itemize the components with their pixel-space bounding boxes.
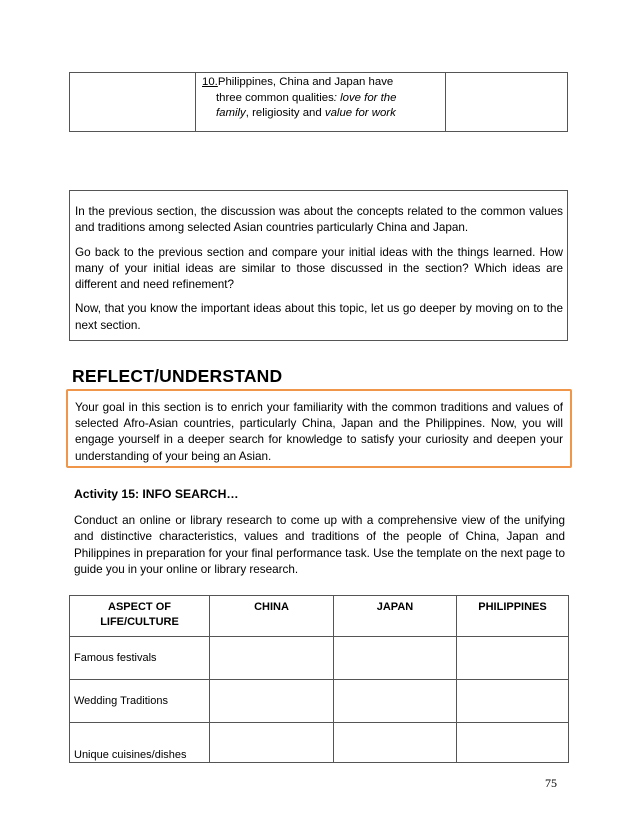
table-cell[interactable] <box>334 680 457 723</box>
item-number: 10. <box>202 76 218 88</box>
top-table <box>69 72 568 132</box>
row-label: Wedding Traditions <box>70 680 210 723</box>
header-china: CHINA <box>210 596 334 637</box>
top-table-cell-left <box>70 73 196 131</box>
summary-paragraph-1: In the previous section, the discussion was about the concepts related to the common values and traditions among selected Asian countries particularly China and Japan. <box>75 205 563 235</box>
header-philippines: PHILIPPINES <box>457 596 569 637</box>
table-cell[interactable] <box>210 723 334 763</box>
summary-paragraph-2: Go back to the previous section and compare your initial ideas with the things learned. How many of your initial ideas are similar to those discussed in the section? Which ideas are different and need refinement? <box>75 245 563 292</box>
top-table-cell-middle <box>202 75 442 122</box>
row-label: Famous festivals <box>70 637 210 680</box>
header-japan: JAPAN <box>334 596 457 637</box>
template-table <box>69 595 569 763</box>
table-cell[interactable] <box>210 637 334 680</box>
page-number: 75 <box>545 776 557 790</box>
template-table-header-row <box>70 596 569 637</box>
summary-paragraph-3: Now, that you know the important ideas about this topic, let us go deeper by moving on to the next section. <box>75 302 563 332</box>
goal-box: Your goal in this section is to enrich your familiarity with the common traditions and values of selected Afro-Asian countries, particularly China, Japan and the Philippines. Now, you will engage yourself in a deeper search for knowledge to satisfy your curiosity and deepen your understanding of your being an Asian. <box>66 389 572 468</box>
table-cell[interactable] <box>210 680 334 723</box>
table-row <box>70 723 569 763</box>
top-table-cell-right <box>445 73 569 131</box>
table-cell[interactable] <box>457 637 569 680</box>
header-aspect: ASPECT OF LIFE/CULTURE <box>70 596 210 637</box>
instructions: Conduct an online or library research to come up with a comprehensive view of the unifying and distinctive characteristics, values and traditions of the people of China, Japan and Philippines in preparation for your final performance task. Use the template on the next page to guide you in your online or library research. <box>74 514 565 576</box>
table-cell[interactable] <box>457 680 569 723</box>
table-row <box>70 680 569 723</box>
summary-box <box>69 190 568 341</box>
item-10-line-3: family, religiosity and value for work <box>216 107 396 119</box>
table-cell[interactable] <box>334 637 457 680</box>
table-cell[interactable] <box>457 723 569 763</box>
item-10-line-1: 10.Philippines, China and Japan have <box>202 76 394 88</box>
table-row <box>70 637 569 680</box>
table-cell[interactable] <box>334 723 457 763</box>
item-10-line-2: three common qualities: love for the <box>216 91 397 104</box>
section-heading: REFLECT/UNDERSTAND <box>72 366 283 386</box>
activity-title: Activity 15: INFO SEARCH… <box>74 487 239 501</box>
row-label: Unique cuisines/dishes <box>70 723 210 763</box>
